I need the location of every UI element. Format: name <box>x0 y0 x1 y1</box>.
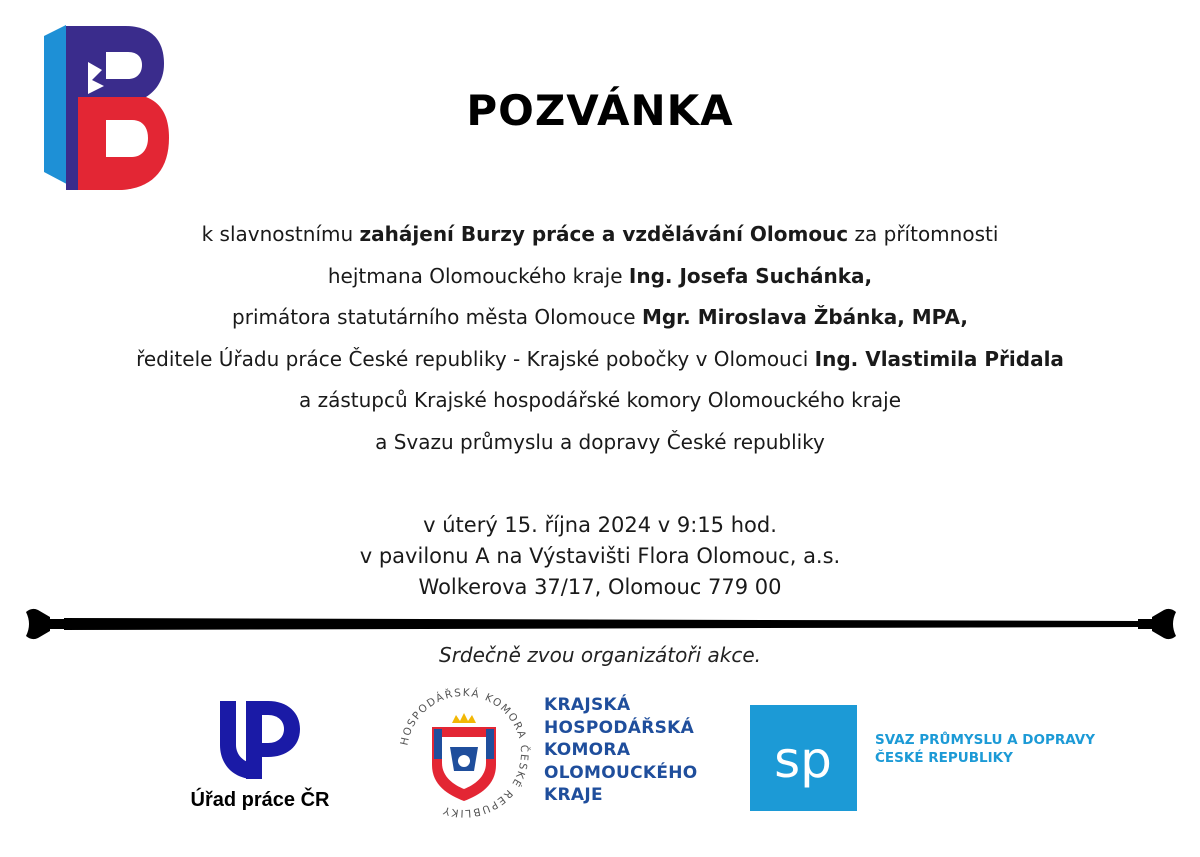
decorative-divider <box>20 601 1182 647</box>
sp-logo-icon <box>750 705 857 811</box>
intro-line: a zástupců Krajské hospodářské komory Olomouckého kraje <box>298 388 902 412</box>
khk-name <box>544 694 698 807</box>
event-venue: v pavilonu A na Výstavišti Flora Olomouc, a.s. <box>359 544 841 568</box>
event-date: v úterý 15. října 2024 v 9:15 hod. <box>423 513 777 537</box>
intro-line: a Svazu průmyslu a dopravy České republiky <box>375 429 825 454</box>
khk-name-line: HOSPODÁŘSKÁ <box>544 717 695 738</box>
sp-mark: sp <box>774 731 832 789</box>
event-address: Wolkerova 37/17, Olomouc 779 00 <box>418 575 782 599</box>
seal-text: HOSPODÁŘSKÁ KOMORA ČESKÉ REPUBLIKY <box>398 686 531 820</box>
intro-line: k slavnostnímu zahájení Burzy práce a vzdělávání Olomouc za přítomnosti <box>201 222 999 246</box>
khk-name-line: KRAJE <box>544 785 603 805</box>
intro-line: ředitele Úřadu práce České republiky - Krajské pobočky v Olomouci Ing. Vlastimila Přidala <box>136 346 1064 371</box>
spcr-name-line: SVAZ PRŮMYSLU A DOPRAVY <box>875 732 1096 748</box>
khk-name-line: KOMORA <box>544 740 631 760</box>
urad-prace-name: Úřad práce ČR <box>190 789 330 811</box>
spcr-name <box>875 731 1095 767</box>
urad-prace-logo-icon <box>216 697 302 783</box>
khk-name-line: OLOMOUCKÉHO <box>544 762 698 783</box>
intro-line: primátora statutárního města Olomouce Mgr. Miroslava Žbánka, MPA, <box>232 305 968 329</box>
event-details <box>0 510 1200 603</box>
closing-text: Srdečně zvou organizátoři akce. <box>439 643 761 667</box>
intro-line: hejtmana Olomouckého kraje Ing. Josefa Suchánka, <box>327 263 873 288</box>
page-title: POZVÁNKA <box>466 86 734 135</box>
khk-seal-icon <box>394 683 534 823</box>
spcr-name-line: ČESKÉ REPUBLIKY <box>875 750 1013 766</box>
invitation-text <box>0 214 1200 463</box>
khk-name-line: KRAJSKÁ <box>544 695 631 715</box>
